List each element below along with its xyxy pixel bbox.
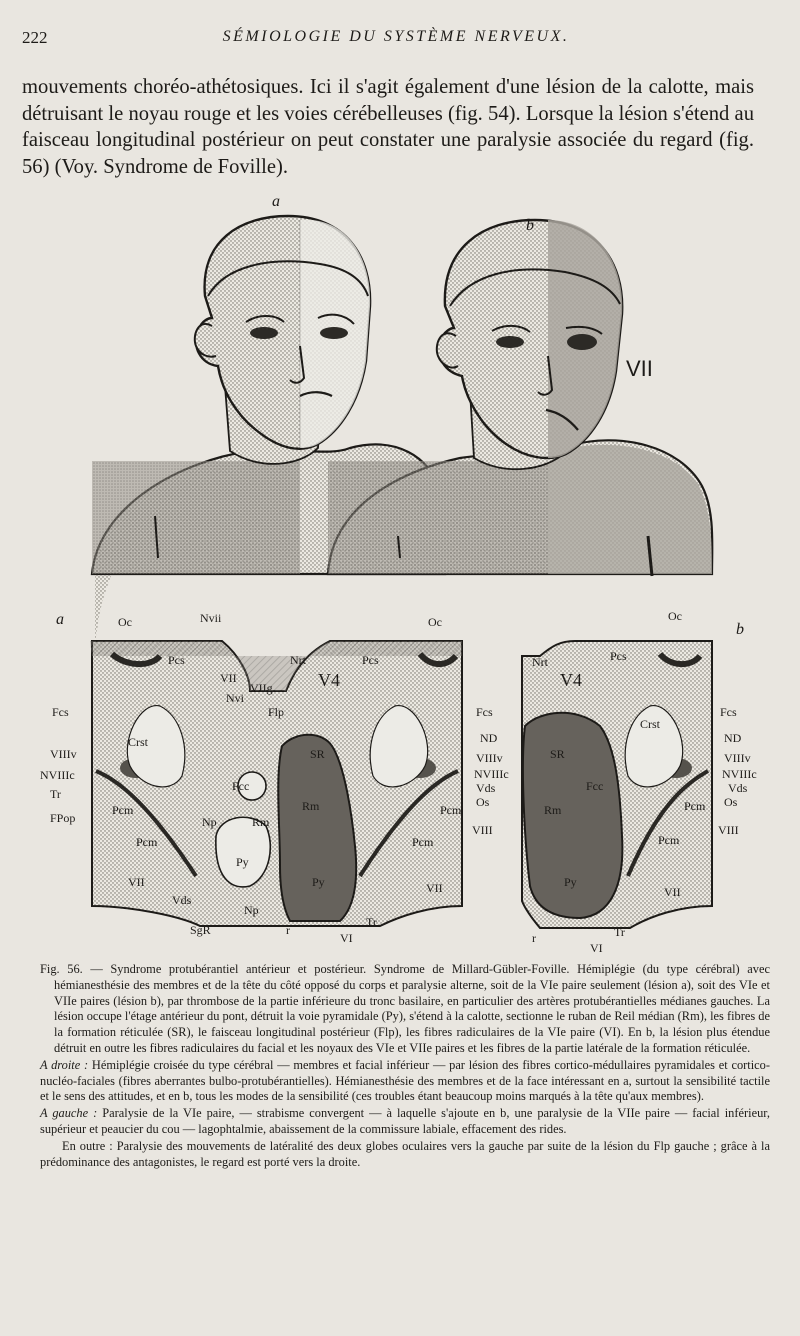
head-label-a: a [272, 193, 280, 210]
label-viii-a: VIII [472, 823, 493, 837]
label-nd-b: ND [724, 731, 742, 745]
body-paragraph: mouvements choréo-athétosiques. Ici il s'agit également d'une lésion de la calotte, mais détruisant le noyau rouge et les voies cérébelleuses (fig. 54). Lorsque la lésion s'étend au faisceau longitudinal postérieur on peut constater une paralysie associée du regard (fig. 56) (Voy. Syndrome de Foville). [22, 76, 754, 178]
label-nviiic-a1: NVIIIc [40, 768, 75, 782]
label-vds-a1: Vds [172, 893, 192, 907]
label-vii-b: VII [664, 885, 681, 899]
label-pcm-b2: Pcm [658, 833, 680, 847]
section-diagram-b [522, 641, 712, 928]
figure-caption [40, 962, 770, 1171]
label-pcm-a2: Pcm [136, 835, 158, 849]
label-pcm-b1: Pcm [684, 799, 706, 813]
label-viiiv-a1: VIIIv [50, 747, 77, 761]
label-pcm-a1: Pcm [112, 803, 134, 817]
label-viiiv-a2: VIIIv [476, 751, 503, 765]
label-r-a: r [286, 923, 290, 937]
head-illustration-a [92, 216, 445, 664]
section-diagram-a [90, 641, 462, 926]
label-nrt-a: Nrt [290, 653, 306, 667]
label-pcs-a2: Pcs [362, 653, 379, 667]
label-nd-a: ND [480, 731, 498, 745]
label-vii-a2: VII [426, 881, 443, 895]
label-fcs-b: Fcs [720, 705, 737, 719]
label-nvii: Nvii [200, 611, 222, 625]
label-nvi: Nvi [226, 691, 244, 705]
label-nrt-b: Nrt [532, 655, 548, 669]
label-py-b: Py [564, 875, 577, 889]
label-fcs-a2: Fcs [476, 705, 493, 719]
label-viig: VIIg [250, 681, 273, 695]
label-vi-b: VI [590, 941, 603, 955]
label-vii-a1: VII [128, 875, 145, 889]
caption-note: En outre : Paralysie des mouvements de latéralité des deux globes oculaires vers la gauche par suite de la lésion du Flp gauche ; grâce à la prédominance des antagonistes, le regard est porté vers la droite. [40, 1138, 770, 1169]
label-sr-a: SR [310, 747, 325, 761]
label-fcc-b: Fcc [586, 779, 604, 793]
label-np-a2: Np [244, 903, 259, 917]
label-nviiic-a2: NVIIIc [474, 767, 509, 781]
label-oc-a: Oc [118, 615, 132, 629]
figure-56 [0, 186, 800, 956]
label-rm-a2: Rm [302, 799, 320, 813]
caption-main: Fig. 56. — Syndrome protubérantiel antérieur et postérieur. Syndrome de Millard-Gübler-Foville. Hémiplégie (du type cérébral) avec hémianesthésie des membres et de la tête du côté opposé du corps et paralysie alterne, soit de la VIe paire seulement (lésion a), soit des VIe et VIIe paires (lésion b), par thrombose de la partie inférieure du tronc basilaire, en particulier des artères protubérantielles médianes gauches. La lésion occupe l'étage antérieur du pont, détruit la voie pyramidale (Py), s'étend à la calotte, sectionne le ruban de Reil médian (Rm), les fibres de la formation réticulée (SR), le faisceau longitudinal postérieur (Flp), les fibres radiculaires de la VIe paire (VI). En b, la lésion plus étendue détruit en outre les fibres radiculaires du facial et les noyaux des VIe et VIIe paires et les fibres de la partie latérale de la formation réticulée. [40, 962, 770, 1055]
label-sgr: SgR [190, 923, 211, 937]
page-header [22, 28, 770, 52]
label-rm-b: Rm [544, 803, 562, 817]
label-os-a: Os [476, 795, 490, 809]
caption-right-text: Hémiplégie croisée du type cérébral — membres et facial inférieur — par lésion des fibres cortico-médullaires pyramidales et cortico-nucléo-faciales (fibres aberrantes bulbo-protubérantielles). Hémianesthésie des membres et de la face intéressant en a, surtout la sensibilité tactile et le sens des attitudes, et en b, tous les modes de la sensibilité (ces troubles étant beaucoup moins marqués à la tête qu'aux membres). [40, 1057, 770, 1104]
label-pcs-a1: Pcs [168, 653, 185, 667]
label-v4-a: V4 [318, 670, 340, 690]
running-title: SÉMIOLOGIE DU SYSTÈME NERVEUX. [222, 28, 570, 45]
section-label-b: b [736, 621, 744, 638]
label-tr-a1: Tr [50, 787, 61, 801]
label-flp: Flp [268, 705, 285, 719]
caption-right-side [40, 1058, 770, 1105]
label-py-a1: Py [236, 855, 249, 869]
label-pcs-b: Pcs [610, 649, 627, 663]
label-fpop: FPop [50, 811, 76, 825]
label-nviiic-b: NVIIIc [722, 767, 757, 781]
caption-left-side [40, 1106, 770, 1138]
label-vds-a2: Vds [476, 781, 496, 795]
label-pcm-a3: Pcm [440, 803, 462, 817]
head-illustration-b [328, 220, 714, 664]
caption-left-text: Paralysie de la VIe paire, — strabisme convergent — à laquelle s'ajoute en b, une paralysie de la VIIe paire — facial inférieur, supérieur et peaucier du cou — lagophtalmie, abaissement de la commissure labiale, effacement des rides. [40, 1106, 770, 1136]
nerve-label-vii: VII [626, 356, 653, 381]
section-label-a: a [56, 611, 64, 628]
label-viiiv-b: VIIIv [724, 751, 751, 765]
head-label-b: b [526, 217, 534, 234]
label-fcc-a: Fcc [232, 779, 250, 793]
label-crst-a: Crst [128, 735, 149, 749]
label-crst-b: Crst [640, 717, 661, 731]
label-py-a2: Py [312, 875, 325, 889]
label-vi-a: VI [340, 931, 353, 945]
label-os-b: Os [724, 795, 738, 809]
label-np-a1: Np [202, 815, 217, 829]
label-v4-b: V4 [560, 670, 582, 690]
label-vds-b: Vds [728, 781, 748, 795]
label-vii-a: VII [220, 671, 237, 685]
label-viii-b: VIII [718, 823, 739, 837]
label-rm-a1: Rm [252, 815, 270, 829]
label-oc-a2: Oc [428, 615, 442, 629]
label-pcm-a4: Pcm [412, 835, 434, 849]
caption-left-label: A gauche : [40, 1106, 98, 1121]
label-tr-b: Tr [614, 925, 625, 939]
label-oc-b: Oc [668, 609, 682, 623]
page-number: 222 [22, 28, 48, 47]
label-sr-b: SR [550, 747, 565, 761]
label-r-b: r [532, 931, 536, 945]
label-fcs-a1: Fcs [52, 705, 69, 719]
figure-56-illustration [0, 186, 800, 956]
caption-right-label: A droite : [40, 1057, 89, 1072]
label-tr-a2: Tr [366, 915, 377, 929]
